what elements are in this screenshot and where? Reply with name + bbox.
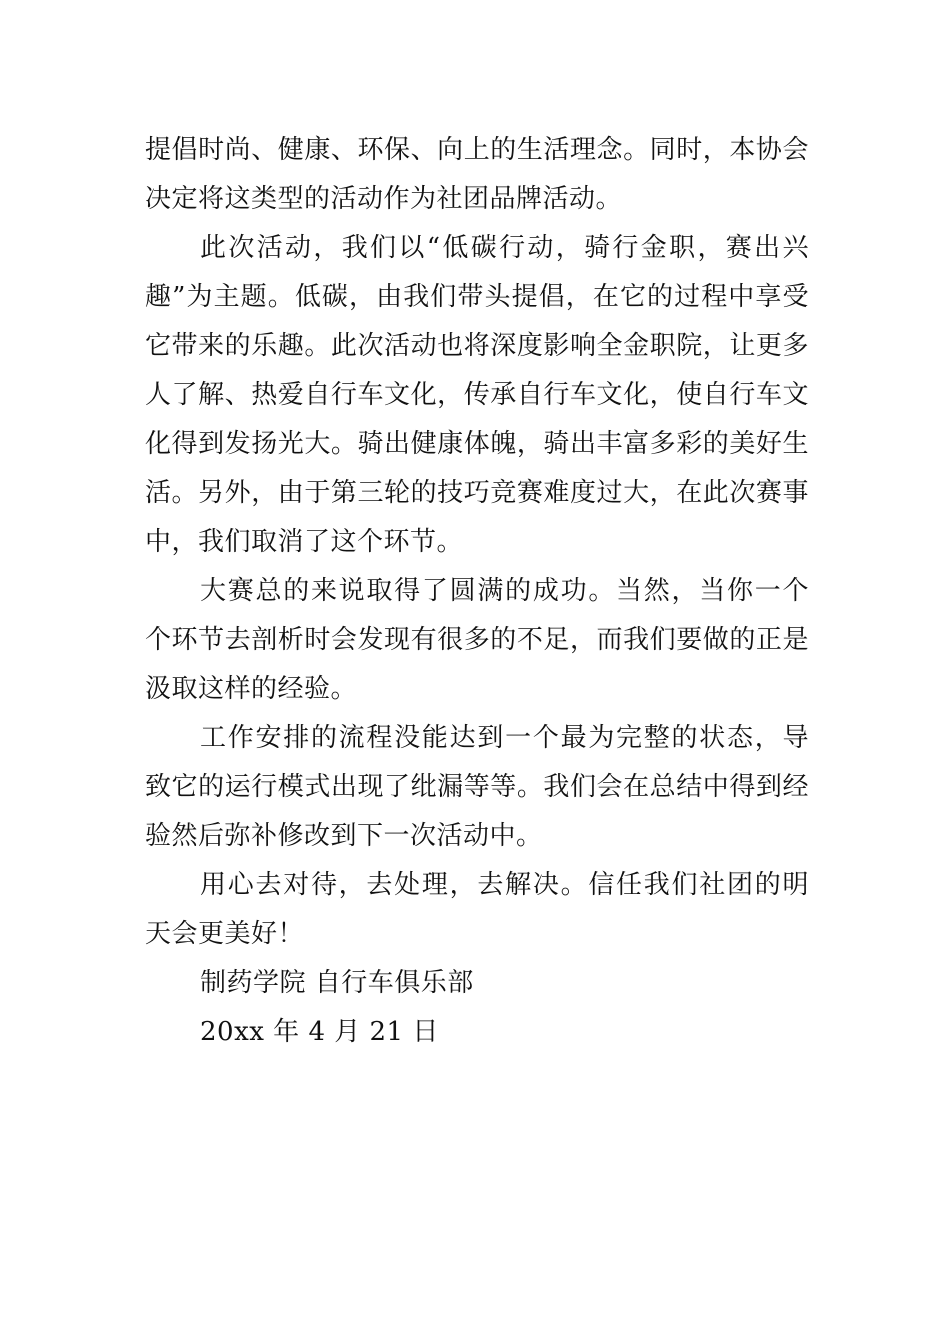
paragraph-activity-theme: 此次活动，我们以“低碳行动，骑行金职，赛出兴趣”为主题。低碳，由我们带头提倡，在它的过程中享受它带来的乐趣。此次活动也将深度影响全金职院，让更多人了解、热爱自行车文化，传承自行车文化，使自行车文化得到发扬光大。骑出健康体魄，骑出丰富多彩的美好生活。另外，由于第三轮的技巧竞赛难度过大，在此次赛事中，我们取消了这个环节。 — [145, 233, 809, 557]
paragraph-summary: 大赛总的来说取得了圆满的成功。当然，当你一个个环节去剖析时会发现有很多的不足，而我们要做的正是汲取这样的经验。 — [145, 576, 809, 704]
document-body — [145, 126, 809, 1057]
paragraph-closing: 用心去对待，去处理，去解决。信任我们社团的明天会更美好！ — [145, 870, 809, 949]
paragraph-continuation: 提倡时尚、健康、环保、向上的生活理念。同时，本协会决定将这类型的活动作为社团品牌活动。 — [145, 135, 809, 214]
signature-date: 20xx 年 4 月 21 日 — [200, 1017, 439, 1047]
paragraph-shortcomings: 工作安排的流程没能达到一个最为完整的状态，导致它的运行模式出现了纰漏等等。我们会在总结中得到经验然后弥补修改到下一次活动中。 — [145, 723, 809, 851]
signature-organization: 制药学院 自行车俱乐部 — [200, 968, 474, 998]
